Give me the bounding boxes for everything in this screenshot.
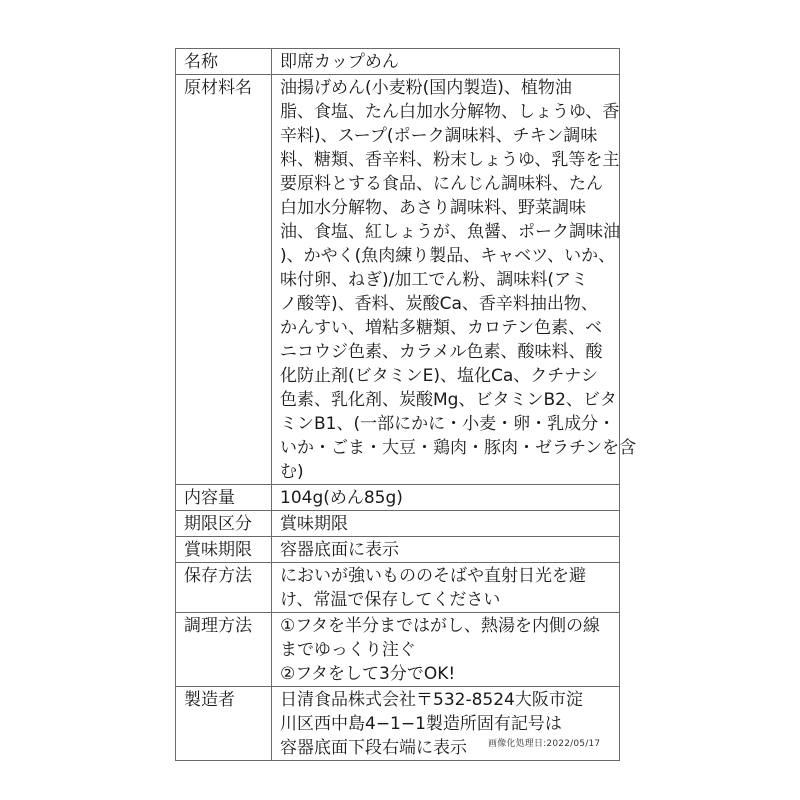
label-value-line: ノ酸等)、香料、炭酸Ca、香辛料抽出物、	[280, 294, 598, 314]
label-value-line: 日清食品株式会社〒532-8524大阪市淀	[280, 690, 583, 710]
image-processing-date: 画像化処理日:2022/05/17	[488, 739, 601, 749]
label-value-line: 賞味期限	[280, 514, 348, 534]
label-row	[176, 537, 620, 563]
label-row-key: 原材料名	[176, 75, 272, 485]
label-value-line: 川区西中島4−1−1製造所固有記号は	[280, 714, 562, 734]
label-value-line: 脂、食塩、たん白加水分解物、しょうゆ、香	[280, 102, 620, 122]
label-value-line: 色素、乳化剤、炭酸Mg、ビタミンB2、ビタ	[280, 390, 617, 410]
label-value-line: 容器底面に表示	[280, 540, 399, 560]
label-value-line: け、常温で保存してください	[280, 590, 501, 610]
label-row-value	[272, 563, 620, 613]
label-value-line: )、かやく(魚肉練り製品、キャベツ、いか、	[280, 246, 616, 266]
label-value-line: 白加水分解物、あさり調味料、野菜調味	[280, 198, 586, 218]
label-row	[176, 49, 620, 75]
label-value-line: においが強いもののそばや直射日光を避	[280, 566, 586, 586]
label-row-value	[272, 511, 620, 537]
label-row-key: 調理方法	[176, 613, 272, 687]
label-value-line: ミンB1、(一部にかに・小麦・卵・乳成分・	[280, 414, 616, 434]
label-value-line: までゆっくり注ぐ	[280, 640, 416, 660]
label-value-line: ②フタをして3分でOK!	[280, 664, 456, 684]
label-value-line: 即席カップめん	[280, 52, 399, 72]
label-value-line: 味付卵、ねぎ)/加工でん粉、調味料(アミ	[280, 270, 588, 290]
food-label-table	[175, 48, 637, 761]
label-row-value	[272, 49, 620, 75]
label-value-line: 料、糖類、香辛料、粉末しょうゆ、乳等を主	[280, 150, 620, 170]
label-value-line: 化防止剤(ビタミンE)、塩化Ca、クチナシ	[280, 366, 598, 386]
label-row	[176, 613, 620, 687]
label-row-key: 製造者	[176, 687, 272, 761]
label-value-line: 104g(めん85g)	[280, 488, 403, 508]
label-value-line: いか・ごま・大豆・鶏肉・豚肉・ゼラチンを含	[280, 438, 637, 458]
label-value-line: 要原料とする食品、にんじん調味料、たん	[280, 174, 603, 194]
label-value-line: ①フタを半分まではがし、熱湯を内側の線	[280, 616, 601, 636]
food-label-body	[176, 49, 637, 761]
label-row	[176, 687, 620, 761]
label-value-line: 容器底面下段右端に表示	[280, 738, 467, 758]
label-row-key: 期限区分	[176, 511, 272, 537]
label-value-line: かんすい、増粘多糖類、カロテン色素、ベ	[280, 318, 603, 338]
label-row-key: 保存方法	[176, 563, 272, 613]
label-row-value	[272, 75, 637, 485]
label-value-line: 辛料)、スープ(ポーク調味料、チキン調味	[280, 126, 598, 146]
label-row	[176, 563, 620, 613]
label-row-key: 内容量	[176, 485, 272, 511]
label-row-key: 賞味期限	[176, 537, 272, 563]
label-value-line: 油揚げめん(小麦粉(国内製造)、植物油	[280, 78, 572, 98]
label-row-value	[272, 687, 620, 761]
label-row	[176, 485, 620, 511]
label-row	[176, 75, 620, 485]
label-row	[176, 511, 620, 537]
label-row-value	[272, 485, 620, 511]
label-value-line: む)	[280, 462, 304, 482]
label-row-value	[272, 613, 620, 687]
label-row-key: 名称	[176, 49, 272, 75]
label-value-line: ニコウジ色素、カラメル色素、酸味料、酸	[280, 342, 603, 362]
label-row-value	[272, 537, 620, 563]
label-value-line: 油、食塩、紅しょうが、魚醤、ポーク調味油	[280, 222, 620, 242]
